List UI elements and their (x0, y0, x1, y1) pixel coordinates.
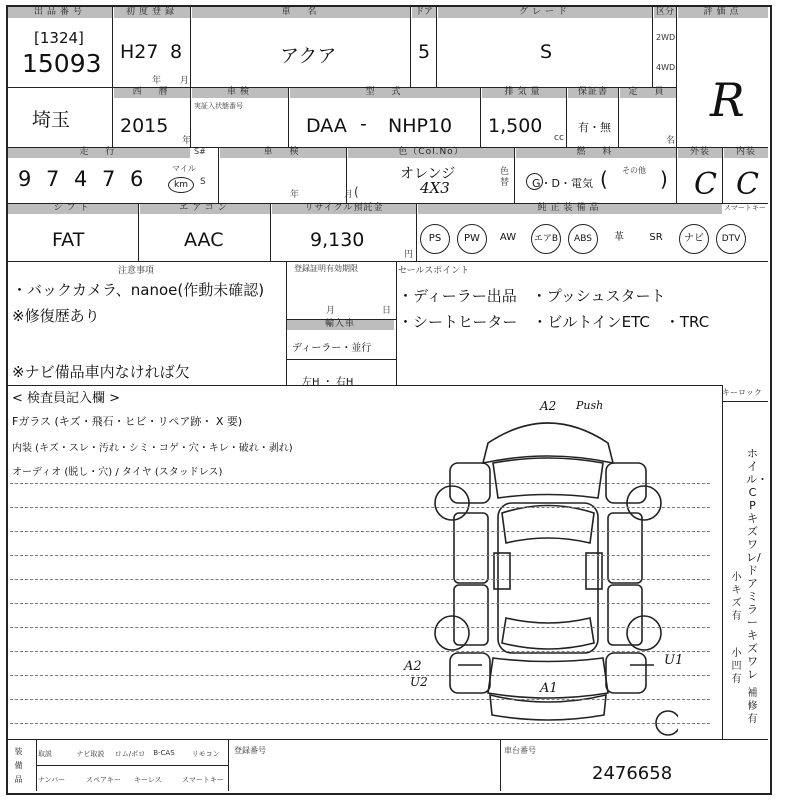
lot-number: 15093 (22, 49, 102, 78)
model-dash: - (360, 113, 367, 135)
mark-left-u2: U2 (410, 675, 428, 689)
chassis-label: 車台番号 (504, 746, 536, 755)
sales-line-2: ・シートヒーター ・ビルトインETC ・TRC (398, 313, 710, 331)
color-code: 4X3 (420, 179, 450, 197)
prefecture: 埼玉 (32, 109, 71, 131)
fuel-open: ( (600, 167, 608, 191)
footer-cell: キーレス (134, 776, 162, 784)
mark-right-u1: U1 (664, 653, 684, 668)
keylock-label: キーロック (722, 388, 762, 397)
glass-line: Fガラス (キズ・飛石・ヒビ・リペア跡・ X 要) (12, 415, 243, 428)
caution-line-2: ※修復歴あり (12, 307, 100, 325)
fuel-selected-mark (526, 173, 543, 190)
displacement-label: 排気量 (482, 87, 566, 98)
caution-line-1: ・バックカメラ、nanoe(作動未確認) (12, 281, 265, 299)
fuel-close: ) (660, 167, 668, 191)
lot-bracket: [1324] (34, 29, 84, 47)
mileage-digit: 9 (18, 167, 32, 191)
seats-label: 定 員 (620, 87, 676, 98)
cc-unit: cc (554, 133, 564, 143)
score-label: 評価点 (678, 7, 768, 18)
equipment-badge: ABS (568, 224, 598, 254)
aircon-label: エアコン (140, 203, 270, 214)
side-note-vertical: ホイル・CPキズワレ/ドアミラーキズワレ (746, 447, 768, 681)
side-note-small-scratch: 小キズ有 (731, 572, 742, 622)
warranty-value: 有・無 (578, 121, 611, 134)
mileage-digits (18, 167, 178, 195)
interior-label: 内装 (724, 147, 768, 158)
equipment-badge: エアB (531, 224, 561, 254)
import-label: 実証入状態番号 (194, 102, 243, 110)
drive-2wd: 2WD (656, 33, 676, 42)
inspect-label-3: 車 検 (220, 147, 346, 158)
month-mark: 月 (180, 76, 190, 86)
exterior-label: 外装 (678, 147, 722, 158)
equipment-label: 純正装備品 (418, 203, 722, 214)
yen-unit: 円 (404, 250, 414, 260)
footer-cell: ロム/ポロ (114, 750, 146, 758)
reg-day: 日 (382, 306, 392, 316)
doors: 5 (418, 41, 431, 63)
handle-side: 左H ・ 右H (302, 377, 354, 388)
reg-month: 月 (326, 306, 336, 316)
footer-equipment-grid (36, 741, 228, 791)
first-reg-label: 初度登録 (114, 7, 190, 18)
inspect-label-2: 車検 (192, 87, 288, 98)
color-change-label: 色替 (500, 167, 510, 188)
recycle-value: 9,130 (310, 229, 365, 251)
exterior-grade: C (694, 167, 717, 202)
first-reg-month: 8 (170, 41, 183, 63)
fuel-options: G・D・電気 (532, 177, 593, 190)
score-value: R (710, 73, 745, 127)
door-label: ドア (412, 7, 436, 18)
footer-cell: B-CAS (153, 749, 175, 757)
mileage-digit: 6 (130, 167, 144, 191)
side-note-small-dent: 小凹有 (731, 648, 742, 685)
model-year-label: 西 暦 (114, 87, 190, 98)
mark-top-a2: A2 (540, 399, 557, 413)
warranty-label: 保証書 (568, 87, 618, 98)
mark-left-a2: A2 (404, 659, 422, 674)
equipment-row (420, 222, 768, 258)
equipment-badge: AW (499, 232, 517, 243)
color-label: 色（Col.No） (348, 147, 514, 158)
grade: S (540, 41, 553, 63)
footer-cell: ナンバー (38, 776, 66, 784)
caution-line-3: ※ナビ備品車内なければ欠 (12, 363, 190, 381)
s-mark: S (200, 177, 206, 187)
inspection-title: < 検査員記入欄 > (12, 391, 121, 406)
interior-line: 内装 (キズ・スレ・汚れ・シミ・コゲ・穴・キレ・破れ・剥れ) (12, 443, 293, 454)
drive-label: 区分 (655, 7, 674, 17)
mileage-label: 走 行 (8, 147, 190, 158)
shift-label: シフト (8, 203, 138, 214)
car-name: アクア (280, 45, 337, 67)
year-mark: 年 (152, 76, 162, 86)
model-prefix: DAA (306, 115, 347, 137)
inspect-year-mark: 年 (290, 190, 300, 200)
mileage-digit: 7 (102, 167, 116, 191)
mark-top-push: Push (576, 399, 604, 412)
displacement: 1,500 (488, 115, 543, 137)
equipment-badge: SR (649, 232, 663, 243)
grade-label: グレード (438, 7, 652, 18)
reg-number-label: 登録番号 (234, 746, 266, 755)
km-circled: km (168, 177, 194, 193)
inspect-month-mark: 月 (344, 190, 354, 200)
model-code: NHP10 (388, 115, 453, 137)
shift-value: FAT (52, 229, 85, 251)
seats-unit: 名 (666, 136, 676, 146)
chassis-number: 2476658 (592, 763, 673, 784)
drive-4wd: 4WD (656, 63, 676, 72)
mileage-digit: 4 (74, 167, 88, 191)
lot-label: 出品番号 (8, 7, 112, 18)
smartkey-label: スマートキー (724, 204, 766, 212)
footer-cell: スペアキー (86, 776, 121, 784)
equipment-badge: ナビ (679, 224, 709, 254)
fuel-other: その他 (622, 166, 646, 175)
model-label: 型 式 (290, 87, 480, 98)
color-paren: ( (354, 185, 359, 199)
aircon-value: AAC (184, 229, 224, 251)
side-note-repair: 補修有 (747, 688, 758, 725)
footer-cell: リモコン (191, 750, 220, 758)
model-year-mark: 年 (182, 136, 192, 146)
mileage-digit: 7 (46, 167, 60, 191)
footer-cell: ナビ取説 (76, 750, 105, 758)
sales-point-label: セールスポイント (398, 266, 470, 276)
footer-cell: スマートキー (182, 776, 224, 784)
caution-label: 注意事項 (118, 266, 155, 276)
mile-label: マイル (172, 164, 196, 173)
first-reg-era: H27 (120, 41, 159, 63)
footer-cell: 取説 (38, 750, 52, 758)
import-car-label: 輸入車 (286, 319, 394, 330)
interior-grade: C (736, 167, 759, 202)
recycle-label: リサイクル預託金 (272, 203, 416, 214)
sy-label: S# (194, 147, 206, 156)
reg-expiry-label: 登録証明有効期限 (294, 264, 358, 273)
equipment-badge: DTV (716, 224, 746, 254)
auction-sheet (6, 5, 772, 795)
equipment-badge: PW (457, 224, 487, 254)
color-value: オレンジ (400, 166, 456, 182)
mark-bottom-a1: A1 (540, 681, 558, 696)
import-type: ディーラー・並行 (292, 343, 372, 354)
fuel-label: 燃 料 (516, 147, 676, 158)
car-name-label: 車 名 (192, 7, 410, 18)
sales-line-1: ・ディーラー出品 ・プッシュスタート (398, 287, 666, 305)
footer-equip-label: 装備品 (14, 747, 23, 784)
equipment-badge: PS (420, 224, 450, 254)
equipment-badge: 革 (614, 232, 624, 243)
audio-tire-line: オーディオ (脱し・穴) / タイヤ (スタッドレス) (12, 467, 223, 478)
model-year: 2015 (120, 115, 169, 137)
